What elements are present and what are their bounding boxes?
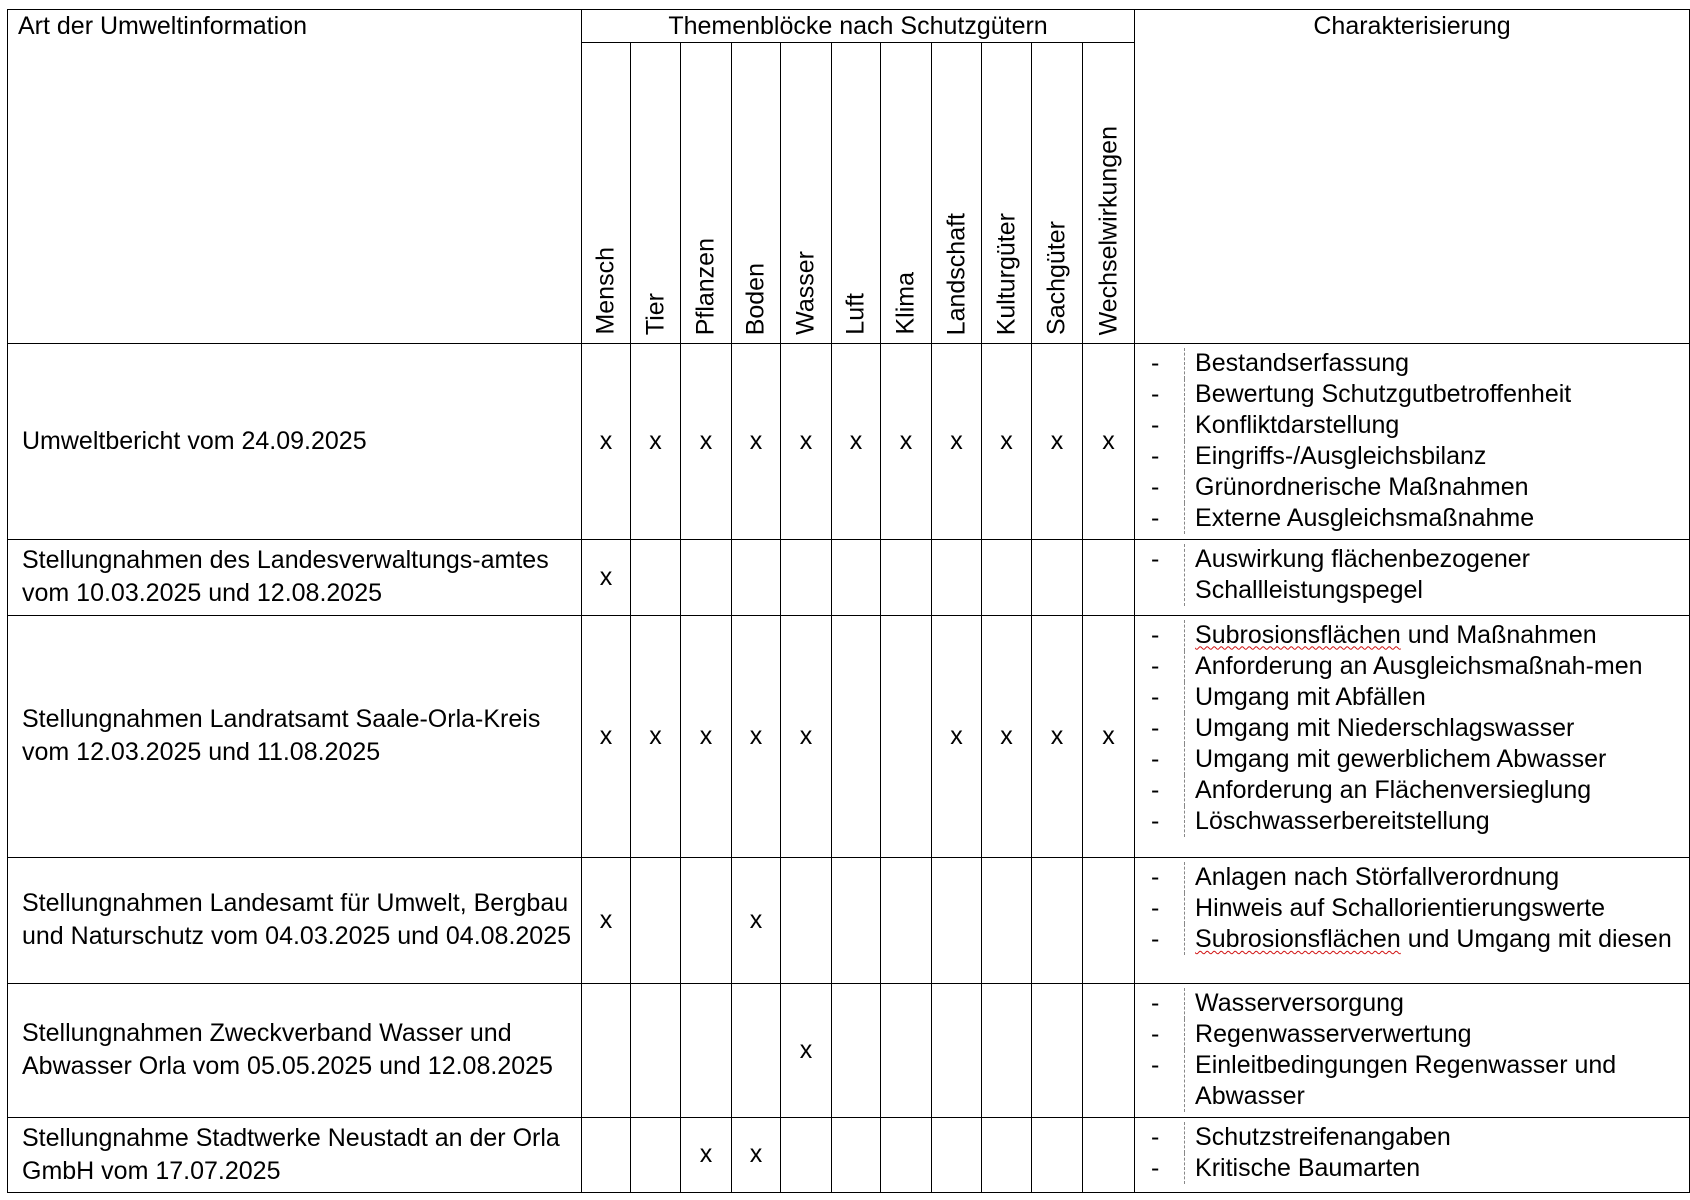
table-row — [8, 344, 1690, 540]
charakterisierung-list — [1135, 620, 1683, 837]
item-text: Anforderung an Flächenversieglung — [1195, 775, 1592, 804]
schutzgut-label: Pflanzen — [691, 237, 720, 335]
schutzgut-mark-cell: x — [732, 1117, 781, 1192]
list-item — [1135, 410, 1683, 441]
schutzgut-mark-cell — [631, 540, 681, 615]
charakterisierung-list — [1135, 988, 1683, 1112]
header-themenbloecke: Themenblöcke nach Schutzgütern — [582, 10, 1135, 43]
dash-bullet: - — [1135, 472, 1185, 503]
table-row — [8, 615, 1690, 857]
table-row — [8, 540, 1690, 615]
item-text: Umgang mit Abfällen — [1195, 682, 1426, 711]
schutzgut-label: Tier — [641, 292, 669, 335]
schutzgut-mark-cell: x — [582, 344, 631, 540]
schutzgut-label: Wasser — [791, 251, 820, 335]
schutzgut-mark-cell — [681, 983, 732, 1117]
header-schutzgut-boden — [732, 43, 781, 344]
header-schutzgut-kulturgüter — [982, 43, 1032, 344]
schutzgut-mark-cell: x — [631, 615, 681, 857]
list-item — [1135, 744, 1683, 775]
list-item — [1135, 713, 1683, 744]
schutzgut-label: Klima — [891, 272, 920, 335]
schutzgut-mark-cell — [1032, 983, 1083, 1117]
art-der-umweltinformation-cell: Stellungnahmen Zweckverband Wasser und Abwasser Orla vom 05.05.2025 und 12.08.2025 — [8, 983, 582, 1117]
list-item — [1135, 1153, 1683, 1184]
schutzgut-mark-cell: x — [681, 615, 732, 857]
item-text: Hinweis auf Schallorientierungswerte — [1195, 894, 1605, 922]
schutzgut-mark-cell: x — [1083, 615, 1135, 857]
schutzgut-mark-cell: x — [781, 344, 832, 540]
schutzgut-mark-cell: x — [781, 983, 832, 1117]
schutzgut-mark-cell — [932, 983, 982, 1117]
table-row — [8, 858, 1690, 984]
schutzgut-mark-cell: x — [582, 858, 631, 984]
dash-bullet: - — [1135, 924, 1185, 955]
table-row — [8, 983, 1690, 1117]
table-row — [8, 1117, 1690, 1192]
schutzgut-mark-cell — [1083, 858, 1135, 984]
art-der-umweltinformation-cell: Stellungnahmen Landratsamt Saale-Orla-Kreis vom 12.03.2025 und 11.08.2025 — [8, 615, 582, 857]
dash-bullet: - — [1135, 1122, 1185, 1153]
schutzgut-mark-cell: x — [1032, 615, 1083, 857]
schutzgut-mark-cell — [832, 615, 881, 857]
schutzgut-mark-cell — [631, 983, 681, 1117]
schutzgut-mark-cell: x — [881, 344, 932, 540]
charakterisierung-cell — [1135, 615, 1690, 857]
header-schutzgut-mensch — [582, 43, 631, 344]
schutzgut-label: Wechselwirkungen — [1094, 125, 1123, 335]
art-der-umweltinformation-cell: Umweltbericht vom 24.09.2025 — [8, 344, 582, 540]
charakterisierung-cell — [1135, 540, 1690, 615]
schutzgut-mark-cell — [631, 858, 681, 984]
schutzgut-mark-cell — [1083, 983, 1135, 1117]
dash-bullet: - — [1135, 544, 1185, 606]
charakterisierung-list — [1135, 348, 1683, 534]
schutzgut-mark-cell — [1083, 1117, 1135, 1192]
dash-bullet: - — [1135, 713, 1185, 744]
umweltinformation-table — [7, 9, 1690, 1193]
dash-bullet: - — [1135, 1050, 1185, 1112]
header-schutzgut-landschaft — [932, 43, 982, 344]
schutzgut-mark-cell — [582, 1117, 631, 1192]
header-schutzgut-wasser — [781, 43, 832, 344]
list-item — [1135, 441, 1683, 472]
schutzgut-mark-cell — [982, 983, 1032, 1117]
item-text: Wasserversorgung — [1195, 988, 1404, 1017]
item-text: Regenwasserverwertung — [1195, 1019, 1472, 1048]
header-schutzgut-tier — [631, 43, 681, 344]
header-schutzgut-klima — [881, 43, 932, 344]
charakterisierung-cell — [1135, 858, 1690, 984]
dash-bullet: - — [1135, 1019, 1185, 1050]
schutzgut-mark-cell: x — [982, 615, 1032, 857]
item-text: Anlagen nach Störfallverordnung — [1195, 863, 1560, 891]
schutzgut-mark-cell — [1032, 1117, 1083, 1192]
dash-bullet: - — [1135, 503, 1185, 534]
dash-bullet: - — [1135, 775, 1185, 806]
list-item — [1135, 503, 1683, 534]
item-text: Bestandserfassung — [1195, 349, 1410, 377]
schutzgut-mark-cell: x — [732, 858, 781, 984]
schutzgut-mark-cell: x — [832, 344, 881, 540]
schutzgut-mark-cell: x — [982, 344, 1032, 540]
schutzgut-mark-cell: x — [1032, 344, 1083, 540]
art-der-umweltinformation-cell: Stellungnahme Stadtwerke Neustadt an der Orla GmbH vom 17.07.2025 — [8, 1117, 582, 1192]
schutzgut-mark-cell — [781, 540, 832, 615]
header-schutzgut-luft — [832, 43, 881, 344]
item-text: Grünordnerische Maßnahmen — [1195, 473, 1529, 501]
dash-bullet: - — [1135, 379, 1185, 410]
schutzgut-mark-cell — [881, 615, 932, 857]
schutzgut-mark-cell — [781, 1117, 832, 1192]
schutzgut-label: Boden — [741, 262, 770, 335]
header-art: Art der Umweltinformation — [8, 10, 582, 344]
charakterisierung-list — [1135, 862, 1683, 955]
table-body — [8, 344, 1690, 1193]
schutzgut-mark-cell — [1032, 858, 1083, 984]
dash-bullet: - — [1135, 410, 1185, 441]
schutzgut-mark-cell — [832, 858, 881, 984]
schutzgut-mark-cell: x — [1083, 344, 1135, 540]
schutzgut-mark-cell: x — [732, 615, 781, 857]
schutzgut-mark-cell — [982, 540, 1032, 615]
header-schutzgut-pflanzen — [681, 43, 732, 344]
list-item — [1135, 806, 1683, 837]
dash-bullet: - — [1135, 651, 1185, 682]
list-item — [1135, 620, 1683, 651]
schutzgut-mark-cell — [932, 540, 982, 615]
schutzgut-mark-cell — [1083, 540, 1135, 615]
item-text: Löschwasserbereitstellung — [1195, 806, 1490, 835]
schutzgut-mark-cell — [582, 983, 631, 1117]
schutzgut-mark-cell — [982, 1117, 1032, 1192]
header-schutzgut-wechselwirkungen — [1083, 43, 1135, 344]
schutzgut-mark-cell: x — [732, 344, 781, 540]
dash-bullet: - — [1135, 682, 1185, 713]
item-text: Konfliktdarstellung — [1195, 411, 1400, 439]
list-item — [1135, 379, 1683, 410]
schutzgut-mark-cell — [781, 858, 832, 984]
list-item — [1135, 862, 1683, 893]
item-text: Einleitbedingungen Regenwasser und Abwasser — [1195, 1050, 1617, 1110]
schutzgut-mark-cell — [832, 983, 881, 1117]
schutzgut-mark-cell — [881, 858, 932, 984]
charakterisierung-cell — [1135, 344, 1690, 540]
dash-bullet: - — [1135, 348, 1185, 379]
list-item — [1135, 988, 1683, 1019]
dash-bullet: - — [1135, 1153, 1185, 1184]
schutzgut-label: Luft — [841, 293, 870, 335]
charakterisierung-cell — [1135, 983, 1690, 1117]
schutzgut-label: Sachgüter — [1042, 221, 1071, 335]
dash-bullet: - — [1135, 988, 1185, 1019]
schutzgut-mark-cell — [832, 1117, 881, 1192]
item-text: Kritische Baumarten — [1195, 1153, 1421, 1182]
list-item — [1135, 472, 1683, 503]
schutzgut-mark-cell: x — [582, 540, 631, 615]
schutzgut-mark-cell — [881, 983, 932, 1117]
list-item — [1135, 682, 1683, 713]
item-text: Externe Ausgleichsmaßnahme — [1195, 504, 1535, 532]
schutzgut-mark-cell: x — [582, 615, 631, 857]
charakterisierung-list — [1135, 544, 1683, 606]
schutzgut-mark-cell — [932, 858, 982, 984]
schutzgut-mark-cell: x — [932, 344, 982, 540]
item-text: Eingriffs-/Ausgleichsbilanz — [1195, 442, 1487, 470]
item-text: Schutzstreifenangaben — [1195, 1122, 1451, 1151]
schutzgut-mark-cell — [982, 858, 1032, 984]
schutzgut-label: Kulturgüter — [992, 212, 1020, 335]
dash-bullet: - — [1135, 441, 1185, 472]
list-item — [1135, 348, 1683, 379]
schutzgut-mark-cell: x — [932, 615, 982, 857]
schutzgut-mark-cell — [631, 1117, 681, 1192]
item-text: Umgang mit Niederschlagswasser — [1195, 713, 1575, 742]
dash-bullet: - — [1135, 744, 1185, 775]
dash-bullet: - — [1135, 862, 1185, 893]
schutzgut-mark-cell — [732, 983, 781, 1117]
item-text: Subrosionsflächen und Maßnahmen — [1195, 620, 1597, 649]
item-text: Auswirkung flächenbezogener Schallleistungspegel — [1195, 545, 1530, 605]
item-text: Anforderung an Ausgleichsmaßnah-men — [1195, 651, 1643, 680]
schutzgut-mark-cell — [681, 540, 732, 615]
dash-bullet: - — [1135, 893, 1185, 924]
item-text: Umgang mit gewerblichem Abwasser — [1195, 744, 1607, 773]
charakterisierung-list — [1135, 1122, 1683, 1184]
list-item — [1135, 544, 1683, 606]
schutzgut-mark-cell: x — [681, 344, 732, 540]
art-der-umweltinformation-cell: Stellungnahmen Landesamt für Umwelt, Bergbau und Naturschutz vom 04.03.2025 und 04.08.2025 — [8, 858, 582, 984]
schutzgut-label: Mensch — [591, 247, 620, 335]
list-item — [1135, 924, 1683, 955]
header-schutzgut-sachgüter — [1032, 43, 1083, 344]
schutzgut-mark-cell — [932, 1117, 982, 1192]
art-der-umweltinformation-cell: Stellungnahmen des Landesverwaltungs-amtes vom 10.03.2025 und 12.08.2025 — [8, 540, 582, 615]
list-item — [1135, 651, 1683, 682]
header-row-top — [8, 10, 1690, 43]
charakterisierung-cell — [1135, 1117, 1690, 1192]
item-text: Bewertung Schutzgutbetroffenheit — [1195, 380, 1572, 408]
schutzgut-mark-cell: x — [781, 615, 832, 857]
schutzgut-mark-cell: x — [631, 344, 681, 540]
header-charakterisierung: Charakterisierung — [1135, 10, 1690, 344]
list-item — [1135, 1050, 1683, 1112]
dash-bullet: - — [1135, 806, 1185, 837]
dash-bullet: - — [1135, 620, 1185, 651]
schutzgut-label: Landschaft — [942, 212, 970, 335]
schutzgut-mark-cell — [1032, 540, 1083, 615]
item-text: Subrosionsflächen und Umgang mit diesen — [1195, 925, 1672, 953]
schutzgut-mark-cell — [881, 540, 932, 615]
schutzgut-mark-cell: x — [681, 1117, 732, 1192]
list-item — [1135, 1019, 1683, 1050]
schutzgut-mark-cell — [681, 858, 732, 984]
schutzgut-mark-cell — [881, 1117, 932, 1192]
schutzgut-mark-cell — [832, 540, 881, 615]
list-item — [1135, 775, 1683, 806]
list-item — [1135, 893, 1683, 924]
list-item — [1135, 1122, 1683, 1153]
schutzgut-mark-cell — [732, 540, 781, 615]
